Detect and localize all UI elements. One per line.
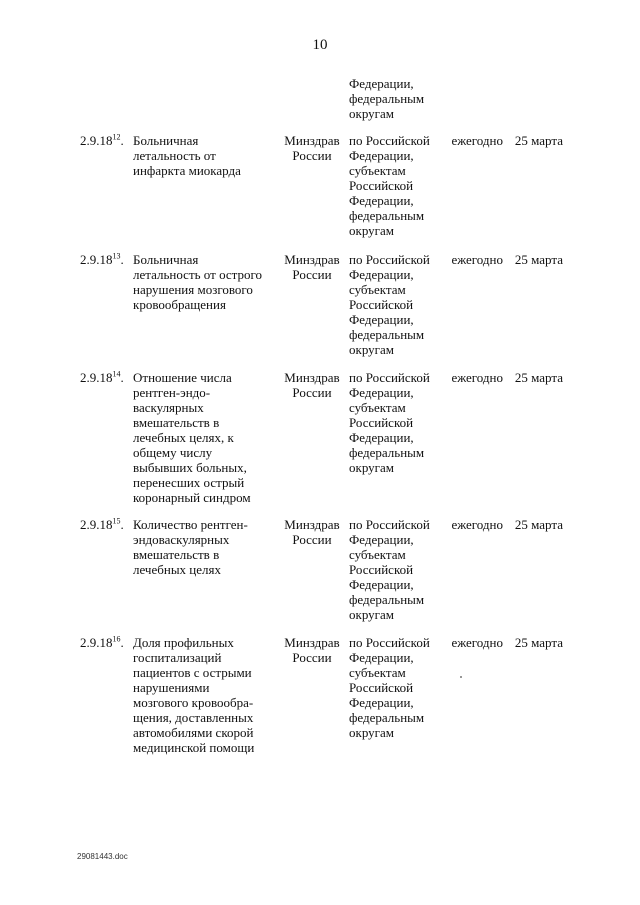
reporting-level: по Российской Федерации, субъектам Российской Федерации, федеральным округам	[349, 133, 430, 238]
indicator-name: Отношение числа рентген-эндо- васкулярных вмешательств в лечебных целях, к общему числу выбывших больных, перенесших острый коронарный синдром	[133, 370, 251, 505]
deadline-date: 25 марта	[514, 517, 563, 532]
deadline-date: 25 марта	[514, 635, 563, 650]
periodicity: ежегодно	[451, 252, 503, 267]
indicator-name: Больничная летальность от острого нарушения мозгового кровообращения	[133, 252, 263, 312]
row-number: 2.9.18$^{16}$.	[80, 634, 124, 650]
indicator-name: Больничная летальность от инфаркта миокарда	[133, 133, 241, 178]
reporting-level: по Российской Федерации, субъектам Российской Федерации, федеральным округам	[349, 252, 430, 357]
responsible-agency: Минздрав России	[284, 370, 340, 400]
continuation-level-cell: Федерации, федеральным округам	[349, 76, 425, 121]
periodicity: ежегодно	[451, 517, 503, 532]
periodicity: ежегодно	[451, 133, 503, 148]
file-footer: 29081443.doc	[77, 852, 128, 861]
responsible-agency: Минздрав России	[284, 252, 340, 282]
deadline-date: 25 марта	[514, 133, 563, 148]
indicator-name: Количество рентген- эндоваскулярных вмешательств в лечебных целях	[133, 517, 248, 577]
deadline-date: 25 марта	[514, 370, 563, 385]
scan-speck	[460, 676, 462, 678]
responsible-agency: Минздрав России	[284, 133, 340, 163]
indicator-name: Доля профильных госпитализаций пациентов с острыми нарушениями мозгового кровообра- щения, доставленных автомобилями скорой медицинской помощи	[133, 635, 255, 755]
row-number: 2.9.18$^{12}$.	[80, 132, 124, 148]
responsible-agency: Минздрав России	[284, 635, 340, 665]
reporting-level: по Российской Федерации, субъектам Российской Федерации, федеральным округам	[349, 635, 430, 740]
page-number: 10	[312, 37, 328, 53]
reporting-level: по Российской Федерации, субъектам Российской Федерации, федеральным округам	[349, 370, 430, 475]
periodicity: ежегодно	[451, 370, 503, 385]
periodicity: ежегодно	[451, 635, 503, 650]
row-number: 2.9.18$^{14}$.	[80, 369, 124, 385]
reporting-level: по Российской Федерации, субъектам Российской Федерации, федеральным округам	[349, 517, 430, 622]
row-number: 2.9.18$^{15}$.	[80, 516, 124, 532]
deadline-date: 25 марта	[514, 252, 563, 267]
row-number: 2.9.18$^{13}$.	[80, 251, 124, 267]
responsible-agency: Минздрав России	[284, 517, 340, 547]
